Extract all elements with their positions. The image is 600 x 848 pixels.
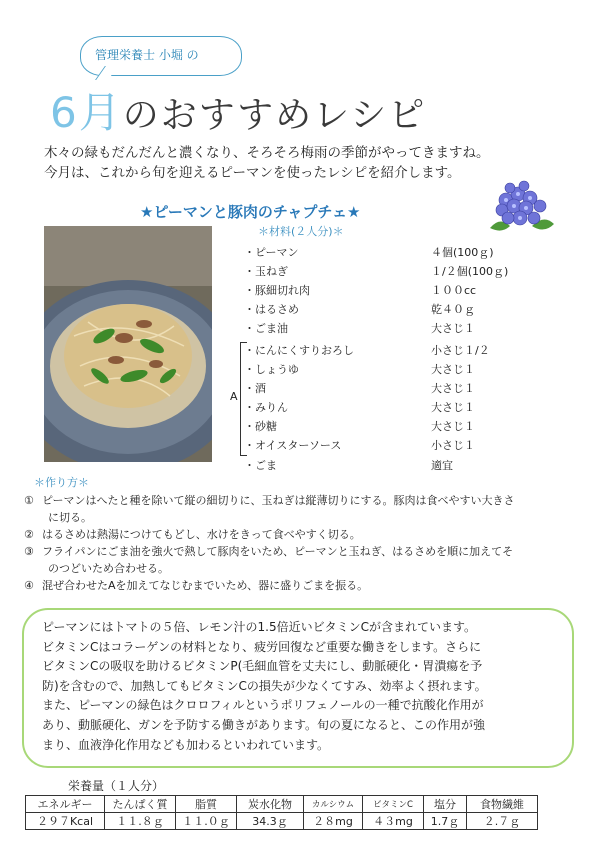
- ingredient-row: [244, 437, 544, 455]
- ingredient-row: [244, 282, 544, 300]
- nutrition-value: １１.８ｇ: [105, 813, 176, 830]
- step-text: フライパンにごま油を強火で熱して豚肉をいため、ピーマンと玉ねぎ、はるさめを順に加えてそ: [42, 545, 514, 558]
- step-number: ②: [24, 528, 34, 541]
- nutrition-value: ２９７Kcal: [26, 813, 105, 830]
- info-line: 防)を含むので、加熱してもビタミンCの損失が少なくてすみ、効率よく摂れます。: [42, 678, 487, 693]
- steps-heading: ＊作り方＊: [34, 476, 89, 489]
- ingredient-amount: 大さじ１: [431, 382, 475, 395]
- group-bracket: [240, 342, 247, 456]
- ingredient-name: ・酒: [244, 382, 266, 395]
- ingredient-amount: 大さじ１: [431, 401, 475, 414]
- ingredient-row: [244, 244, 544, 262]
- ingredient-name: ・ごま油: [244, 322, 288, 335]
- info-line: ビタミンCはコラーゲンの材料となり、疲労回復など重要な働きをします。さらに: [42, 639, 482, 654]
- nutrition-header: たんぱく質: [105, 796, 176, 813]
- step-text: のつどいため合わせる。: [48, 562, 169, 575]
- page-title: [50, 80, 426, 140]
- ingredient-row: [244, 361, 544, 379]
- ingredients-heading: ＊材料(２人分)＊: [258, 225, 344, 238]
- ingredient-row: [244, 457, 544, 475]
- nutrition-header: カルシウム: [304, 796, 363, 813]
- info-text: [42, 618, 552, 755]
- ingredient-row: [244, 418, 544, 436]
- ingredient-amount: 適宜: [431, 459, 453, 472]
- nutrition-value: １１.０ｇ: [176, 813, 237, 830]
- nutrition-value: 34.3ｇ: [237, 813, 304, 830]
- nutrition-header: ビタミンC: [363, 796, 424, 813]
- ingredient-name: ・しょうゆ: [244, 363, 299, 376]
- nutrition-header: 脂質: [176, 796, 237, 813]
- intro-line: 木々の緑もだんだんと濃くなり、そろそろ梅雨の季節がやってきますね。: [44, 145, 490, 161]
- step-text: はるさめは熱湯につけてもどし、水けをきって食べやすく切る。: [42, 528, 361, 541]
- dish-photo: [44, 226, 212, 462]
- nutrition-value: ２８mg: [304, 813, 363, 830]
- nutrition-header-row: [26, 796, 538, 813]
- nutrition-header: 炭水化物: [237, 796, 304, 813]
- nutrition-header: 食物繊維: [467, 796, 538, 813]
- step-item: [24, 492, 562, 526]
- ingredient-row: [244, 320, 544, 338]
- step-item: [24, 577, 562, 594]
- ingredient-amount: 小さじ１: [431, 439, 475, 452]
- title-month: 6月: [50, 88, 123, 137]
- nutrition-header: エネルギー: [26, 796, 105, 813]
- ingredient-name: ・玉ねぎ: [244, 265, 288, 278]
- intro-line: 今月は、これから旬を迎えるピーマンを使ったレシピを紹介します。: [44, 165, 461, 181]
- nutrition-value-row: [26, 813, 538, 830]
- hydrangea-icon: [480, 176, 560, 236]
- ingredient-name: ・ごま: [244, 459, 277, 472]
- nutrition-value: ２.７ｇ: [467, 813, 538, 830]
- info-line: ビタミンCの吸収を助けるビタミンP(毛細血管を丈夫にし、動脈硬化・胃潰瘍を予: [42, 659, 483, 674]
- info-line: ピーマンにはトマトの５倍、レモン汁の1.5倍近いビタミンCが含まれています。: [42, 620, 477, 634]
- intro-text: [44, 143, 490, 183]
- step-number: ①: [24, 494, 34, 507]
- step-text: ピーマンはへたと種を除いて縦の細切りに、玉ねぎは縦薄切りにする。豚肉は食べやすい大きさ: [42, 494, 515, 507]
- ingredient-row: [244, 301, 544, 319]
- step-text: に切る。: [48, 511, 92, 524]
- ingredient-name: ・豚細切れ肉: [244, 284, 310, 297]
- author-label: 管理栄養士 小堀 の: [95, 48, 199, 62]
- ingredient-row: [244, 342, 544, 360]
- steps-list: [24, 492, 562, 594]
- nutrition-table: [25, 795, 538, 830]
- title-text: のおすすめレシピ: [122, 95, 427, 136]
- ingredient-amount: 乾４０ｇ: [431, 303, 475, 316]
- ingredient-row: [244, 263, 544, 281]
- step-number: ③: [24, 545, 34, 558]
- nutrition-value: ４３mg: [363, 813, 424, 830]
- info-line: まり、血液浄化作用なども加わるといわれています。: [42, 737, 330, 752]
- nutrition-value: 1.7ｇ: [424, 813, 467, 830]
- ingredient-name: ・にんにくすりおろし: [244, 344, 354, 357]
- info-line: あり、動脈硬化、ガンを予防する働きがあります。旬の夏になると、この作用が強: [42, 717, 486, 732]
- nutrition-header: 塩分: [424, 796, 467, 813]
- ingredient-amount: ４個(100ｇ): [431, 246, 494, 259]
- step-item: [24, 526, 562, 543]
- ingredient-name: ・砂糖: [244, 420, 277, 433]
- ingredient-amount: 大さじ１: [431, 363, 475, 376]
- ingredient-amount: 小さじ１/２: [431, 344, 490, 357]
- step-item: [24, 543, 562, 577]
- ingredient-row: [244, 399, 544, 417]
- ingredient-name: ・みりん: [244, 401, 288, 414]
- step-number: ④: [24, 579, 34, 592]
- info-line: また、ピーマンの緑色はクロロフィルというポリフェノールの一種で抗酸化作用が: [42, 698, 484, 713]
- ingredient-amount: １/２個(100ｇ): [431, 265, 509, 278]
- group-label: A: [230, 390, 238, 403]
- ingredient-amount: １００cc: [431, 284, 477, 297]
- recipe-title: ★ピーマンと豚肉のチャプチェ★: [140, 203, 361, 221]
- step-text: 混ぜ合わせたAを加えてなじむまでいため、器に盛りごまを振る。: [42, 579, 369, 592]
- ingredient-name: ・はるさめ: [244, 303, 299, 316]
- ingredient-amount: 大さじ１: [431, 322, 475, 335]
- ingredient-amount: 大さじ１: [431, 420, 475, 433]
- ingredient-name: ・ピーマン: [244, 246, 299, 259]
- nutrition-caption: 栄養量（１人分）: [68, 779, 165, 793]
- ingredient-name: ・オイスターソース: [244, 439, 342, 452]
- ingredient-row: [244, 380, 544, 398]
